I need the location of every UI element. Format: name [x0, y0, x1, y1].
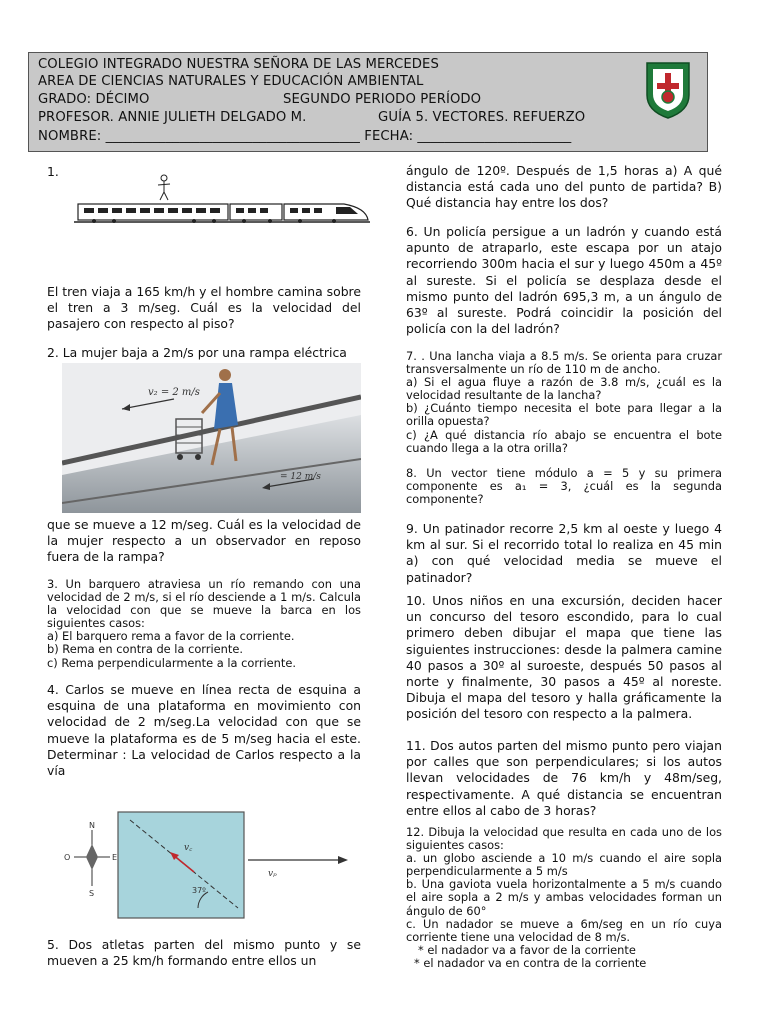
school-shield-logo — [645, 61, 691, 119]
question-12-option-c: c. Un nadador se mueve a 6m/seg en un río cuya corriente tiene una velocidad de 8 m/s. — [406, 916, 722, 944]
teacher: PROFESOR. ANNIE JULIETH DELGADO M. — [38, 110, 307, 125]
question-2-text: que se mueve a 12 m/seg. Cuál es la velocidad de la mujer respecto a un observador en reposo fuera de la rampa? — [47, 517, 361, 565]
question-11-text: 11. Dos autos parten del mismo punto pero viajan por calles que son perpendiculares; si los autos llevan velocidades de 76 km/h y 48m/seg, respectivamente. A qué distancia se encuentran entre ellos al cabo de 3 horas? — [406, 738, 722, 818]
question-12-text: 12. Dibuja la velocidad que resulta en cada uno de los siguientes casos: — [406, 825, 722, 853]
question-4-text: 4. Carlos se mueve en línea recta de esquina a esquina de una plataforma en movimiento con velocidad de 2 m/seg.La velocidad con que se mueve la plataforma es de 5 m/seg hacia el este. Determinar : La velocidad de Carlos respecto a la vía — [47, 682, 361, 779]
guide-title: GUÍA 5. VECTORES. REFUERZO — [378, 110, 586, 125]
period: SEGUNDO PERIODO PERÍODO — [283, 92, 482, 107]
compass-west: O — [64, 853, 71, 862]
question-7-text: 7. . Una lancha viaja a 8.5 m/s. Se orienta para cruzar transversalmente un río de 110 m de ancho. — [406, 349, 722, 377]
question-12-option-c-2: * el nadador va en contra de la corriente — [414, 955, 647, 970]
compass-north: N — [89, 821, 95, 830]
name-date-line: NOMBRE: ______________________________________ FECHA: _______________________ — [38, 129, 572, 144]
question-7-option-a: a) Si el agua fluye a razón de 3.8 m/s, ¿cuál es la velocidad resultante de la lancha? — [406, 375, 722, 403]
question-12-option-b: b. Una gaviota vuela horizontalmente a 5 m/s cuando el aire sopla a 2 m/s y ambas velocidades forman un ángulo de 60° — [406, 877, 722, 918]
question-8-text: 8. Un vector tiene módulo a = 5 y su primera componente es a₁ = 3, ¿cuál es la segunda componente? — [406, 466, 722, 507]
ramp-figure — [62, 363, 361, 513]
question-9-text: 9. Un patinador recorre 2,5 km al oeste y luego 4 km al sur. Si el recorrido total lo realiza en 45 min a) con qué velocidad media se mueve el patinador? — [406, 521, 722, 585]
grade: GRADO: DÉCIMO — [38, 92, 150, 107]
question-5-continued: ángulo de 120º. Después de 1,5 horas a) A qué distancia está cada uno del punto de partida? B) Qué distancia hay entre los dos? — [406, 163, 722, 211]
ramp-velocity-label: = 12 m/s — [280, 472, 321, 482]
question-10-text: 10. Unos niños en una excursión, deciden hacer un concurso del tesoro escondido, para lo cual primero deben dibujar el mapa que tiene las siguientes instrucciones: desde la palmera camine 40 pasos a 30º al suroeste, después 50 pasos al norte y finalmente, 30 pasos a 45º al noreste. Dibuja el mapa del tesoro y halla gráficamente la posición del tesoro con respecto a la palmera. — [406, 593, 722, 722]
header-box — [28, 52, 708, 152]
question-1-text: El tren viaja a 165 km/h y el hombre camina sobre el tren a 3 m/seg. Cuál es la velocidad del pasajero con respecto al piso? — [47, 284, 361, 332]
platform-angle-label: 37º — [192, 886, 206, 895]
train-figure — [74, 170, 372, 232]
compass-east: E — [112, 853, 118, 862]
question-12-option-c-1: * el nadador va a favor de la corriente — [418, 942, 636, 957]
question-5-text: 5. Dos atletas parten del mismo punto y se mueven a 25 km/h formando entre ellos un — [47, 937, 361, 969]
platform-velocity-label: vₚ — [268, 869, 277, 879]
school-name: COLEGIO INTEGRADO NUESTRA SEÑORA DE LAS MERCEDES — [38, 57, 439, 72]
question-7-option-b: b) ¿Cuánto tiempo necesita el bote para llegar a la orilla opuesta? — [406, 401, 722, 429]
question-3-text: 3. Un barquero atraviesa un río remando con una velocidad de 2 m/s, si el río desciende a 1 m/s. Calcula la velocidad con que se mueve la barca en los siguientes casos: — [47, 577, 361, 631]
question-6-text: 6. Un policía persigue a un ladrón y cuando está apunto de atraparlo, este escapa por un atajo recorriendo 300m hacia el sur y luego 450m a 45º al sureste. Si el policía se desplaza desde el mismo punto del ladrón 695,3 m, a un ángulo de 63º al sureste. Podrá coincidir la posición del policía con la del ladrón? — [406, 224, 722, 337]
question-12-option-a: a. un globo asciende a 10 m/s cuando el aire sopla perpendicularmente a 5 m/s — [406, 851, 722, 879]
carlos-velocity-label: v꜀ — [184, 843, 193, 853]
area-name: AREA DE CIENCIAS NATURALES Y EDUCACIÓN AMBIENTAL — [38, 74, 424, 89]
question-3-option-b: b) Rema en contra de la corriente. — [47, 642, 243, 657]
ramp-woman-velocity-label: v₂ = 2 m/s — [148, 387, 200, 398]
question-3-option-a: a) El barquero rema a favor de la corriente. — [47, 629, 295, 644]
question-3-option-c: c) Rema perpendicularmente a la corriente. — [47, 655, 296, 670]
compass-south: S — [89, 889, 95, 898]
question-2-intro: 2. La mujer baja a 2m/s por una rampa eléctrica — [47, 345, 347, 360]
question-7-option-c: c) ¿A qué distancia río abajo se encuentra el bote cuando llega a la otra orilla? — [406, 427, 722, 455]
platform-figure — [48, 800, 352, 924]
question-1-number: 1. — [47, 164, 59, 179]
